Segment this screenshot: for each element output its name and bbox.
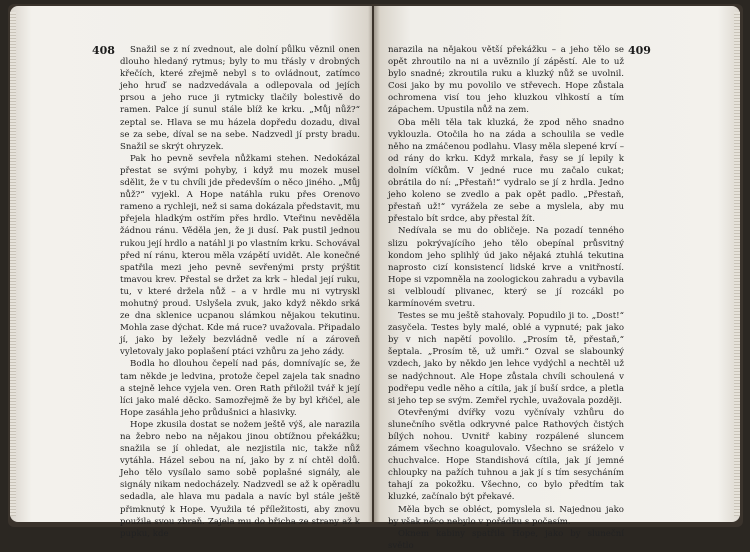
page-edge-left <box>10 12 16 516</box>
book-spine-gutter <box>368 4 380 524</box>
paragraph: Otevřenými dvířky vozu vyčnívaly vzhůru do slunečního světla odkryvné palce Rathových čistých bílých nohou. Uvnitř kabiny rozpálené sluncem zámem všechno koagulovalo. Všechno se sráželo v chuchvalce. Hope Standishová cítila, jak jí jemné chloupky na pažích tuhnou a jak jí s tím sesycháním tahají za pokožku. Všechno, co bylo předtím tak kluzké, začínalo být překavé. <box>388 407 624 503</box>
paragraph: Oba měli těla tak kluzká, že zpod něho snadno vyklouzla. Otočila ho na záda a schoulila se vedle něho na zmáčenou podlahu. Vlasy měla slepené krví – od rány do krku. Když mrkala, řasy se jí lepily k dolním víčkům. V jedné ruce mu začalo cukat; obrátila do ní: „Přestaň!“ vydralo se jí z hrdla. Jedno jeho koleno se zvedlo a pak opět padlo. „Přestaň, přestaň už!“ vyrážela ze sebe a myslela, aby mu přestalo bít srdce, aby přestal žít. <box>388 117 624 225</box>
page-number-right: 409 <box>628 44 651 57</box>
page-edge-right <box>734 12 740 516</box>
paragraph: Pak ho pevně sevřela nůžkami stehen. Nedokázal přestat se svými pohyby, i když mu mozek musel sdělit, že v tu chvíli jde především o něco jiného. „Můj nůž?“ vyjekl. A Hope natáhla ruku přes Orenovo rameno a rychleji, než si sama dokázala představit, mu přejela hladkým ostřím přes hrdlo. Vteřinu nevěděla žádnou ránu. Věděla jen, že ji dusí. Pak pustil jednou rukou její hrdlo a natáhl ji po vlastním krku. Schovával před ní ránu, kterou měla vzápětí uvidět. Ale konečné spatřila mezi jeho pevně sevřenými prsty prýštit tmavou krev. Přestal se držet za krk – hledal její ruku, tu, v které držela nůž – a v hrdle mu ni vytryskl mohutný proud. Uslyšela zvuk, jako když někdo srká ze dna sklenice ucpanou slámkou nějakou tekutinu. Mohla zase dýchat. Kde má ruce? uvažovala. Připadalo jí, jako by ležely bezvládně vedle ní a zároveň vyletovaly jako poplašení ptáci vzhůru za jeho zády. <box>120 153 360 358</box>
paragraph: Bodla ho dlouhou čepelí nad pás, domnívajíc se, že tam někde je ledvina, protože čepel zajela tak snadno a stejně lehce vyjela ven. Oren Rath přiložil tvář k její líci jako malé děcko. Samozřejmě že by byl křičel, ale Hope zasáhla jeho průdušnici a hlasivky. <box>120 359 360 418</box>
right-page-text <box>388 44 624 552</box>
paragraph: Oknem kabiny spatřila Hope, jako by sluneční světlo <box>388 528 624 551</box>
paragraph: Měla bych se obléct, pomyslela si. Najednou jako by však něco nebylo v pořádku s počasím. <box>388 504 624 527</box>
paragraph: Testes se mu ještě stahovaly. Popudilo ji to. „Dost!“ zasyčela. Testes byly malé, oblé a vypnuté; pak jako by v nich napětí povolilo. „Prosím tě, přestaň,“ šeptala. „Prosím tě, už umři.“ Ozval se slabounký vzdech, jako by někdo jen lehce vydýchl a nechtěl už se nadýchnout. Ale Hope zůstala chvíli schoulená v podřepu vedle něho a cítila, jak jí buší srdce, a pletla si jeho tep se svým. Zemřel rychle, uvažovala později. <box>388 311 624 406</box>
left-page-text <box>120 44 360 540</box>
page-number-left: 408 <box>92 44 115 57</box>
paragraph: Hope zkusila dostat se nožem ještě výš, ale narazila na žebro nebo na nějakou jinou obtížnou překážku; snažila se jí ohledat, ale nezjistila nic, takže nůž vytáhla. Házel sebou na ní, jako by z ní chtěl dolů. Jeho tělo vysílalo samo sobě poplašné signály, ale signály nikam nedocházely. Nadzvedl se až k opěradlu sedadla, ale hlava mu padala a navíc byl stále ještě přimknutý k Hope. Využila té příležitosti, aby znovu použila svou zbraň. Zajela mu do břicha ze strany až k pupku, kde <box>120 419 360 539</box>
right-page <box>374 6 740 551</box>
left-page <box>10 6 372 539</box>
paragraph: Snažil se z ní zvednout, ale dolní půlku věznil onen dlouho hledaný rytmus; byly to mu třásly v drobných křečích, které zřejmě nebyl s to ovládnout, zatímco jeho hruď se nadzvedávala a odlepovala od jejích prsou a jeho ruce ji rytmicky tlačily bolestivě do ramen. Palce jí sunul stále blíž ke krku. „Můj nůž?“ zeptal se. Hlava se mu házela dopředu dozadu, dival se za sebe, díval se na sebe. Nadzvedl jí prsty bradu. Snažil se skrýt ohryzek. <box>120 45 360 152</box>
open-book <box>8 4 743 551</box>
paragraph: Nedívala se mu do obličeje. Na pozadí tenného slizu pokrývajícího jeho tělo obepínal průsvitný kondom jeho splihlý úd jako nějaká ztuhlá tekutina naprosto cizí konsistencí lidské krve a vnitřností. Hope si vzpomněla na zoologickou zahradu a vybavila si velbloudí plivanec, který se jí rozcákl po karmínovém svetru. <box>388 226 624 309</box>
paragraph: narazila na nějakou větší překážku – a jeho tělo se opět zhroutilo na ni a uvěznilo jí zápěstí. Ale to už bylo snadné; zkroutila ruku a kluzký nůž se uvolnil. Cosi jako by mu povolilo ve střevech. Hope zůstala ochromena visí tou jeho kluzkou vlhkostí a tím zápachem. Upustila nůž na zem. <box>388 45 624 116</box>
